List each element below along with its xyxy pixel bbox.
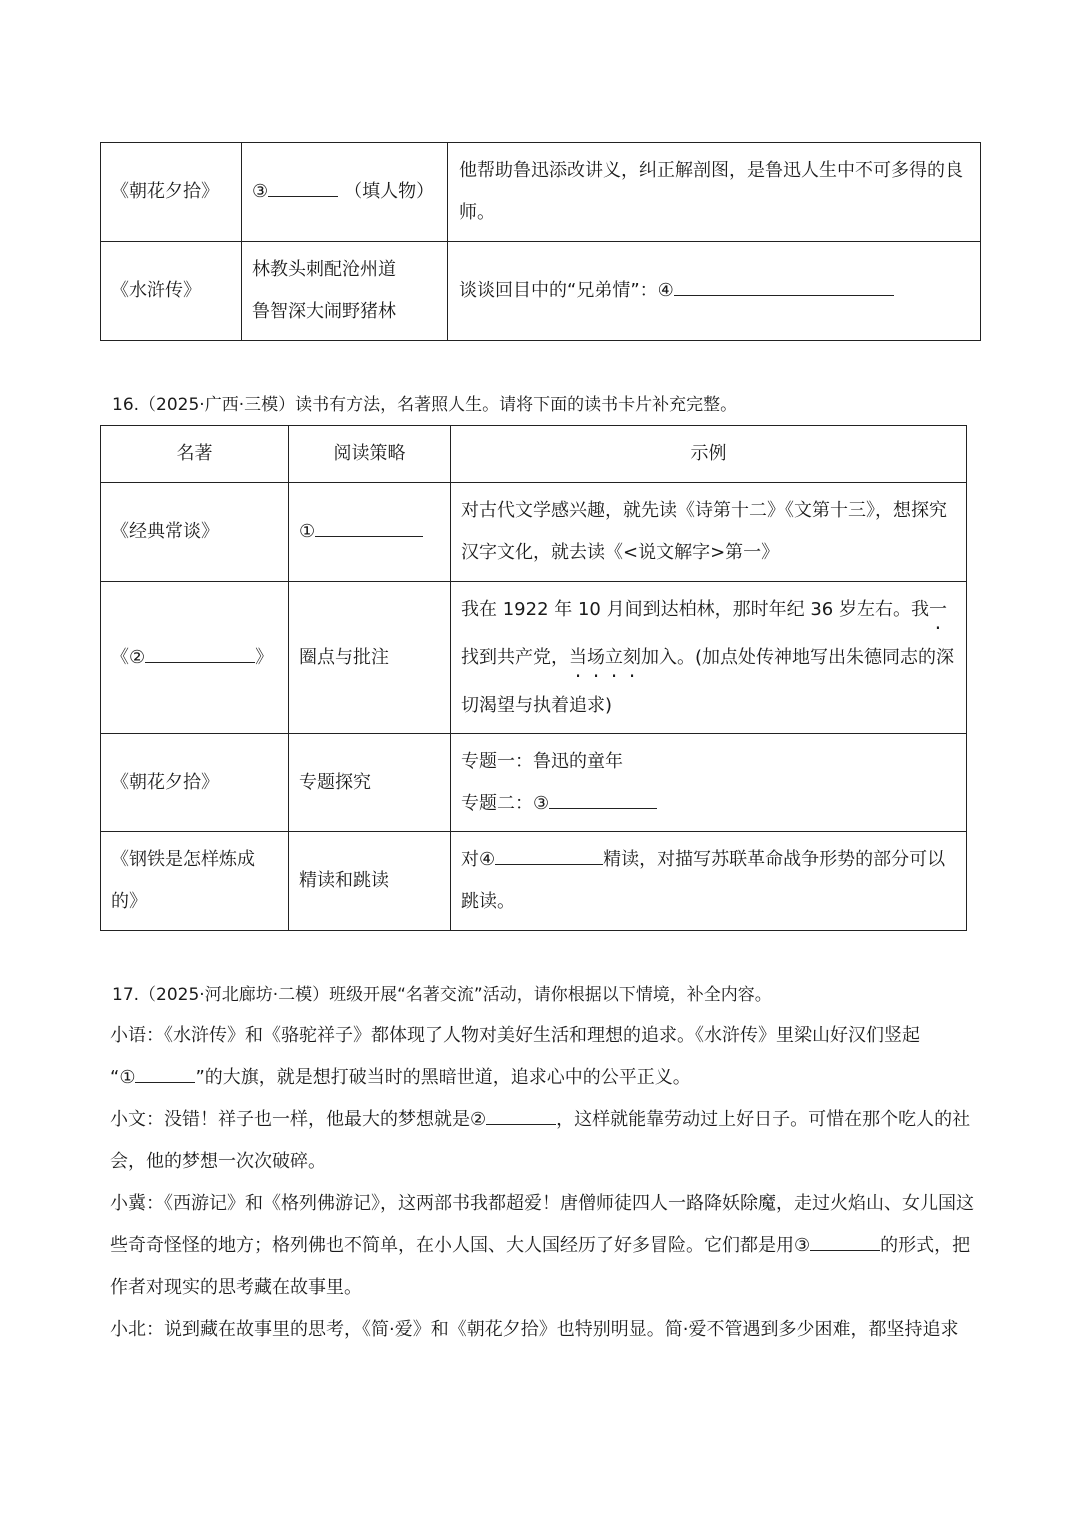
dialogue-text: 小文：没错！祥子也一样，他最大的梦想就是② [110, 1109, 487, 1130]
example-text: 精读，对描写苏联革命战争形势的部分可以跳读。 [461, 849, 946, 912]
blank-number: ③ [252, 181, 269, 202]
example-cell [451, 582, 967, 734]
header-strategy: 阅读策略 [289, 426, 451, 483]
table-row [101, 582, 967, 734]
example-text: 共产党， [497, 646, 569, 668]
emphasis-dot-char: 立 [605, 646, 623, 668]
chapter-cell [242, 242, 448, 341]
answer-blank-4[interactable] [674, 275, 894, 296]
answer-blank-3b[interactable] [549, 788, 657, 809]
answer-blank-17-3[interactable] [810, 1230, 880, 1251]
table-row [101, 242, 981, 341]
table-header-row [101, 426, 967, 483]
dialogue-text: 小语：《水浒传》和《骆驼祥子》都体现了人物对美好生活和理想的追求。《水浒传》里梁山好汉们竖起 [110, 1025, 920, 1046]
blank-hint: （填人物） [344, 181, 435, 202]
dialogue-xiaobei [110, 1309, 980, 1351]
table-row [101, 734, 967, 832]
prompt-text: 谈谈回目中的“兄弟情”：④ [459, 280, 674, 301]
answer-blank-2[interactable] [145, 642, 255, 663]
dialogue-text: 的形式，把作者对现实的思考藏在故事里。 [110, 1235, 971, 1298]
book-prefix: 《② [111, 646, 146, 668]
dialogue-text: 小北：说到藏在故事里的思考，《简·爱》和《朝花夕拾》也特别明显。简·爱不管遇到多少困难，都坚持追求 [110, 1319, 959, 1340]
table-row [101, 143, 981, 242]
chapter-title-2: 鲁智深大闹野猪林 [252, 301, 396, 322]
table-row [101, 832, 967, 931]
dialogue-xiaowen [110, 1099, 980, 1183]
example-text: 加入。(加点处传神地写出朱德同志的深切渴望与执着追求) [461, 646, 955, 716]
table-reading-cards [100, 425, 967, 931]
blank-number: ① [299, 521, 316, 542]
book-suffix: 》 [255, 646, 274, 668]
book-cell: 《朝花夕拾》 [101, 143, 242, 242]
dialogue-xiaoji [110, 1183, 980, 1309]
note-cell: 他帮助鲁迅添改讲义，纠正解剖图，是鲁迅人生中不可多得的良师。 [448, 143, 981, 242]
chapter-title-1: 林教头刺配沧州道 [252, 259, 396, 280]
dialogue-text: “① [110, 1067, 136, 1088]
book-cell: 《朝花夕拾》 [101, 734, 289, 832]
book-cell [101, 582, 289, 734]
strategy-cell: 圈点与批注 [289, 582, 451, 734]
example-cell [451, 832, 967, 931]
answer-blank-17-2[interactable] [486, 1104, 556, 1125]
strategy-cell: 专题探究 [289, 734, 451, 832]
book-cell: 《经典常谈》 [101, 483, 289, 582]
example-text: 找到 [461, 646, 497, 668]
answer-blank-17-1[interactable] [135, 1062, 195, 1083]
example-text: 我在 1922 年 10 月间到达柏林，那时年纪 36 岁左右。我 [461, 598, 929, 620]
book-cell: 《钢铁是怎样炼成的》 [101, 832, 289, 931]
emphasis-dot-char: 刻 [623, 646, 641, 668]
answer-blank-1[interactable] [315, 516, 423, 537]
example-cell [451, 734, 967, 832]
fill-cell [242, 143, 448, 242]
note-cell [448, 242, 981, 341]
header-example: 示例 [451, 426, 967, 483]
book-cell: 《水浒传》 [101, 242, 242, 341]
header-book: 名著 [101, 426, 289, 483]
example-prefix: 对④ [461, 849, 496, 870]
example-cell: 对古代文学感兴趣，就先读《诗第十二》《文第十三》，想探究汉字文化，就去读《<说文解字>第一》 [451, 483, 967, 582]
answer-blank-3[interactable] [268, 176, 338, 197]
question-17-prompt: 17.（2025·河北廊坊·二模）班级开展“名著交流”活动，请你根据以下情境，补全内容。 [112, 985, 772, 1005]
dialogue-xiaoyu [110, 1015, 980, 1099]
table-row [101, 483, 967, 582]
dialogue-text: ”的大旗，就是想打破当时的黑暗世道，追求心中的公平正义。 [195, 1067, 691, 1088]
dialogue-text: ，这样就能靠劳动过上好日子。可惜在那个吃人的社会，他的梦想一次次破碎。 [110, 1109, 971, 1172]
topic-2-label: 专题二：③ [461, 792, 550, 814]
emphasis-dot-char: 场 [587, 646, 605, 668]
table-reading-cards-continued [100, 142, 981, 341]
emphasis-dot-char: 当 [569, 646, 587, 668]
topic-1: 专题一：鲁迅的童年 [461, 750, 623, 772]
topic-2 [461, 783, 956, 825]
emphasis-dot-char: 一 [928, 598, 947, 620]
strategy-cell: 精读和跳读 [289, 832, 451, 931]
strategy-cell [289, 483, 451, 582]
dialogue-text: 小冀：《西游记》和《格列佛游记》，这两部书我都超爱！唐僧师徒四人一路降妖除魔，走过火焰山、女儿国这些奇奇怪怪的地方；格列佛也不简单，在小人国、大人国经历了好多冒险。它们都是用③ [110, 1193, 974, 1256]
question-16-prompt: 16.（2025·广西·三模）读书有方法，名著照人生。请将下面的读书卡片补充完整。 [112, 395, 738, 415]
answer-blank-4b[interactable] [495, 844, 603, 865]
